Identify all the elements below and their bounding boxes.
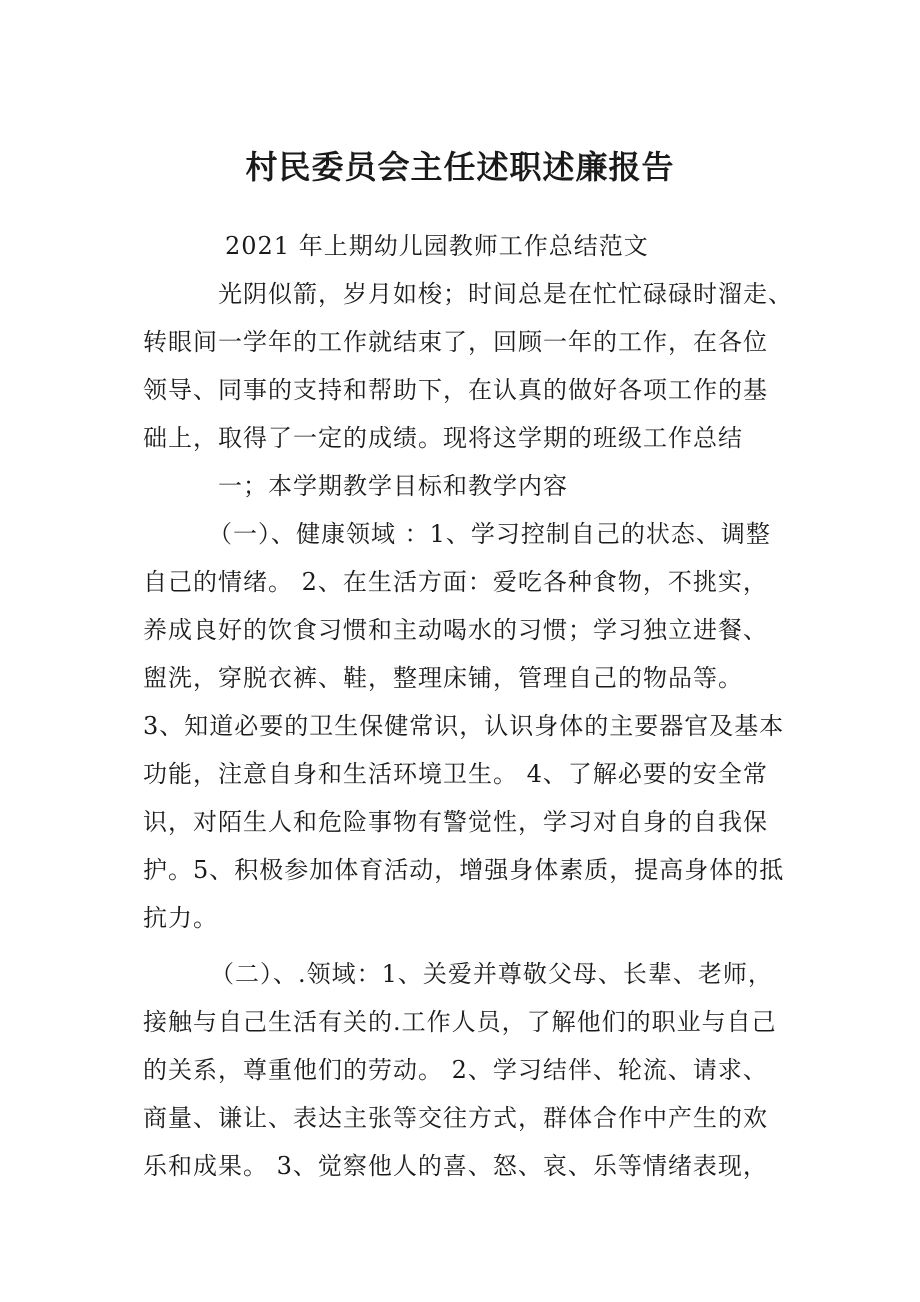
- body-line: 抗力。: [143, 904, 218, 932]
- body-line: 护。5、积极参加体育活动，增强身体素质，提高身体的抵: [143, 856, 785, 884]
- body-line: 养成良好的饮食习惯和主动喝水的习惯；学习独立进餐、: [143, 616, 768, 644]
- body-line: 领导、同事的支持和帮助下，在认真的做好各项工作的基: [143, 376, 768, 404]
- body-line: 自己的情绪。 2、在生活方面：爱吃各种食物，不挑实，: [143, 568, 768, 596]
- body-line: （二）、.领域：1、关爱并尊敬父母、长辈、老师，: [210, 960, 773, 988]
- body-line: 础上，取得了一定的成绩。现将这学期的班级工作总结: [143, 424, 743, 452]
- body-line: 盥洗，穿脱衣裤、鞋，整理床铺，管理自己的物品等。: [143, 664, 743, 692]
- body-line: 商量、谦让、表达主张等交往方式，群体合作中产生的欢: [143, 1104, 768, 1132]
- body-line: 识，对陌生人和危险事物有警觉性，学习对自身的自我保: [143, 808, 768, 836]
- body-line: 接触与自己生活有关的.工作人员，了解他们的职业与自己: [143, 1008, 777, 1036]
- body-line: 乐和成果。 3、觉察他人的喜、怒、哀、乐等情绪表现，: [143, 1152, 768, 1180]
- body-line: 转眼间一学年的工作就结束了，回顾一年的工作，在各位: [143, 328, 768, 356]
- body-line: （一）、健康领域 ：1、学习控制自己的状态、调整: [208, 520, 771, 548]
- body-line: 功能，注意自身和生活环境卫生。 4、了解必要的安全常: [143, 760, 768, 788]
- body-line: 的关系，尊重他们的劳动。 2、学习结伴、轮流、请求、: [143, 1056, 768, 1084]
- document-title: 村民委员会主任述职述廉报告: [245, 148, 675, 186]
- section-heading: 一；本学期教学目标和教学内容: [218, 472, 568, 500]
- body-line: 光阴似箭，岁月如梭；时间总是在忙忙碌碌时溜走、: [218, 280, 793, 308]
- body-line: 3、知道必要的卫生保健常识，认识身体的主要器官及基本: [143, 712, 785, 740]
- subtitle-line: 2021 年上期幼儿园教师工作总结范文: [225, 232, 649, 260]
